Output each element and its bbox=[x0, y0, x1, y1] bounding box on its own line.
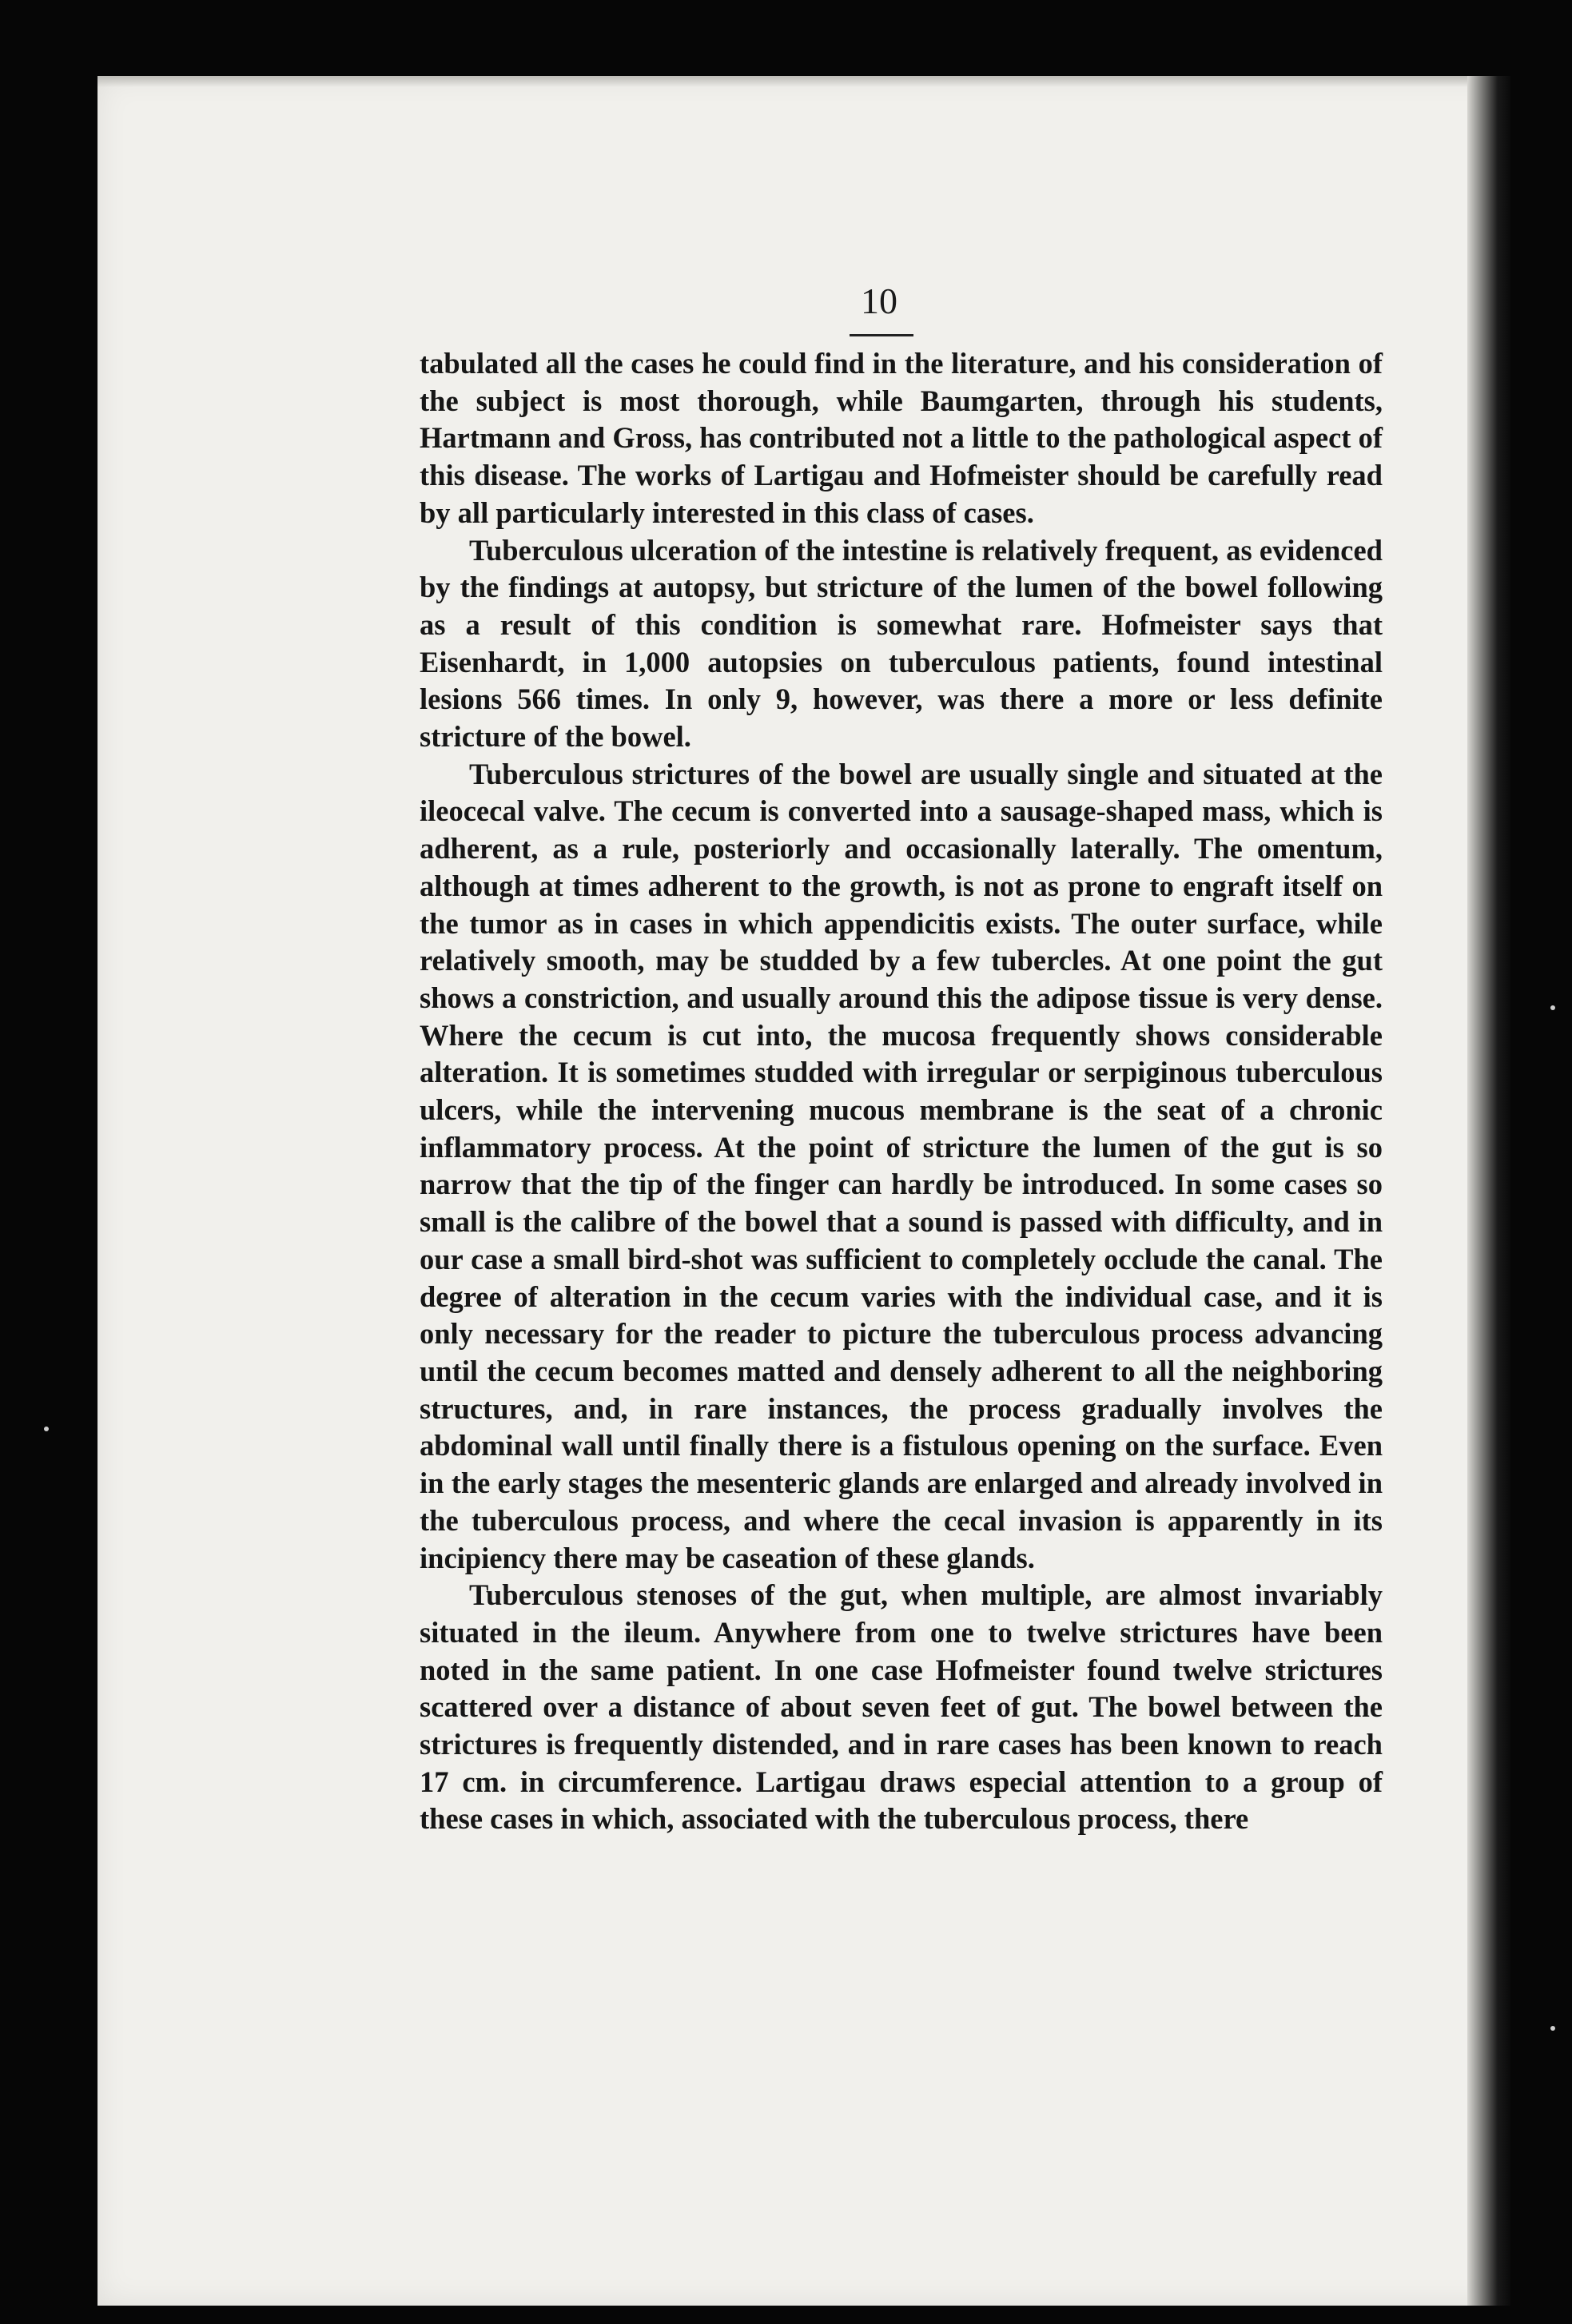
page-number: 10 bbox=[861, 281, 897, 321]
paragraph-2: Tuberculous ulceration of the intestine is relatively frequent, as evidenced by the findings at autopsy, but stricture of the lumen of the bowel following as a result of this condition is somewhat rare. Hofmeister says that Eisenhardt, in 1,000 autopsies on tuberculous patients, found intestinal lesions 566 times. In only 9, however, was there a more or less definite stricture of the bowel. bbox=[420, 533, 1383, 754]
scan-speck bbox=[1550, 1005, 1555, 1010]
paragraph-3: Tuberculous strictures of the bowel are usually single and situated at the ileocecal valve. The cecum is converted into a sausage-shaped mass, which is adherent, as a rule, posteriorly and occasionally laterally. The omentum, although at times adherent to the growth, is not as prone to engraft itself on the tumor as in cases in which appendicitis exists. The outer surface, while relatively smooth, may be studded by a few tubercles. At one point the gut shows a constriction, and usually around this the adipose tissue is very dense. Where the cecum is cut into, the mucosa frequently shows considerable alteration. It is sometimes studded with irregular or serpiginous tuberculous ulcers, while the intervening mucous membrane is the seat of a chronic inflammatory process. At the point of stricture the lumen of the gut is so narrow that the tip of the finger can hardly be introduced. In some cases so small is the calibre of the bowel that a sound is passed with difficulty, and in our case a small bird-shot was sufficient to completely occlude the canal. The degree of alteration in the cecum varies with the individual case, and it is only necessary for the reader to picture the tuberculous process advancing until the cecum becomes matted and densely adherent to all the neighboring structures, and, in rare instances, the process gradually involves the abdominal wall until finally there is a fistulous opening on the surface. Even in the early stages the mesenteric glands are enlarged and already involved in the tuberculous process, and where the cecal invasion is apparently in its incipiency there may be caseation of these glands. bbox=[420, 757, 1383, 1574]
paragraph-4: Tuberculous stenoses of the gut, when multiple, are almost invariably situated in the ileum. Anywhere from one to twelve strictures have been noted in the same patient. In one case Hofmeister found twelve strictures scattered over a distance of about seven feet of gut. The bowel between the strictures is frequently distended, and in rare cases has been known to reach 17 cm. in circumference. Lartigau draws especial attention to a group of these cases in which, associated with the tuberculous process, there bbox=[420, 1578, 1383, 1836]
page-number-rule bbox=[850, 334, 913, 336]
scan-speck bbox=[1550, 2026, 1555, 2031]
body-text bbox=[420, 345, 1383, 1838]
paragraph-1: tabulated all the cases he could find in the literature, and his consideration of the subject is most thorough, while Baumgarten, through his students, Hartmann and Gross, has contributed not a little to the pathological aspect of this disease. The works of Lartigau and Hofmeister should be carefully read by all particularly interested in this class of cases. bbox=[420, 347, 1383, 529]
scan-speck bbox=[44, 1427, 49, 1431]
page-binding-edge bbox=[1467, 76, 1510, 2306]
